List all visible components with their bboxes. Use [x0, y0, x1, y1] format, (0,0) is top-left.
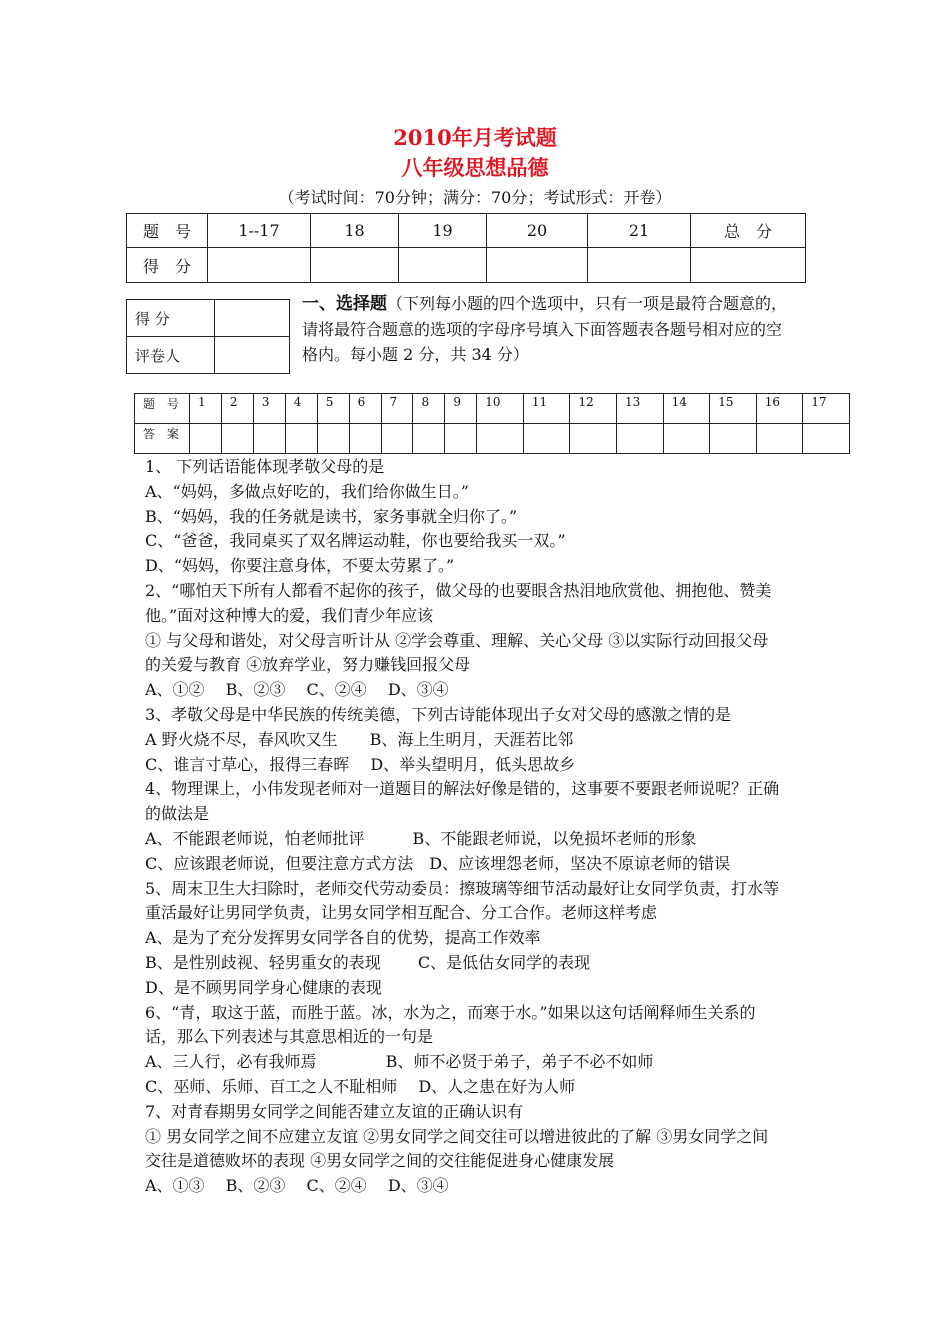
question-line: 4、物理课上，小伟发现老师对一道题目的解法好像是错的，这事要不要跟老师说呢？正确: [145, 779, 780, 799]
question-line: 7、对青春期男女同学之间能否建立友谊的正确认识有: [145, 1101, 524, 1121]
question-list: [145, 455, 815, 1199]
answer-number-cell: 11: [523, 394, 570, 424]
question-line: A、①③ B、②③ C、②④ D、③④: [145, 1176, 449, 1196]
answer-input-cell[interactable]: [221, 424, 253, 454]
question-line: A、不能跟老师说，怕老师批评 B、不能跟老师说，以免损坏老师的形象: [145, 828, 697, 848]
score-cell[interactable]: [399, 248, 487, 283]
answer-input-cell[interactable]: [523, 424, 570, 454]
answer-input-cell[interactable]: [803, 424, 850, 454]
score-table-col: 18: [311, 214, 399, 248]
score-cell[interactable]: [208, 248, 311, 283]
question-line: C、应该跟老师说，但要注意方式方法 D、应该埋怨老师，坚决不原谅老师的错误: [145, 853, 731, 873]
question-line: 的关爱与教育 ④放弃学业，努力赚钱回报父母: [145, 655, 471, 675]
question-line: 的做法是: [145, 804, 210, 824]
answer-number-cell: 8: [413, 394, 445, 424]
score-table-col: 总 分: [691, 214, 806, 248]
answer-number-cell: 5: [317, 394, 349, 424]
grader-score-label: 得 分: [127, 300, 215, 337]
answer-input-cell[interactable]: [756, 424, 803, 454]
question-line: 1、 下列话语能体现孝敬父母的是: [145, 457, 385, 476]
answer-number-cell: 4: [285, 394, 317, 424]
question-line: A 野火烧不尽，春风吹又生 B、海上生明月，天涯若比邻: [145, 729, 574, 749]
answer-value-row: [135, 424, 850, 454]
question-line: C、谁言寸草心，报得三春晖 D、举头望明月，低头思故乡: [145, 754, 576, 774]
score-table-col: 21: [588, 214, 691, 248]
question-line: ① 与父母和谐处，对父母言听计从 ②学会尊重、理解、关心父母 ③以实际行动回报父母: [145, 630, 769, 650]
question-line: 话，那么下列表述与其意思相近的一句是: [145, 1027, 434, 1047]
score-table-col: 20: [487, 214, 588, 248]
score-table-row-label: 得 分: [127, 248, 208, 283]
answer-input-cell[interactable]: [617, 424, 664, 454]
question-line: A、“妈妈，多做点好吃的，我们给你做生日。”: [145, 481, 469, 501]
grader-box: [126, 299, 290, 374]
score-table-score-row: [127, 248, 806, 283]
section-instructions: [302, 291, 822, 367]
question-line: 3、孝敬父母是中华民族的传统美德，下列古诗能体现出子女对父母的感激之情的是: [145, 704, 732, 724]
answer-number-cell: 6: [349, 394, 381, 424]
answer-input-cell[interactable]: [285, 424, 317, 454]
answer-number-cell: 10: [477, 394, 524, 424]
answer-input-cell[interactable]: [445, 424, 477, 454]
instructions-line: 格内。每小题 2 分，共 34 分）: [302, 345, 529, 364]
question-line: 交往是道德败坏的表现 ④男女同学之间的交往能促进身心健康发展: [145, 1151, 615, 1171]
question-line: D、“妈妈，你要注意身体，不要太劳累了。”: [145, 556, 455, 576]
instructions-line: 请将最符合题意的选项的字母序号填入下面答题表各题号相对应的空: [302, 320, 783, 339]
score-table: [126, 213, 806, 283]
answer-input-cell[interactable]: [317, 424, 349, 454]
score-table-col: 19: [399, 214, 487, 248]
score-cell[interactable]: [691, 248, 806, 283]
grader-name-cell[interactable]: [215, 337, 290, 374]
answer-input-cell[interactable]: [477, 424, 524, 454]
score-cell[interactable]: [487, 248, 588, 283]
answer-number-cell: 1: [190, 394, 222, 424]
answer-number-cell: 16: [756, 394, 803, 424]
answer-number-row: [135, 394, 850, 424]
answer-number-cell: 9: [445, 394, 477, 424]
answer-input-cell[interactable]: [381, 424, 413, 454]
exam-title: 2010年月考试题: [393, 125, 557, 150]
answer-number-cell: 7: [381, 394, 413, 424]
score-cell[interactable]: [311, 248, 399, 283]
instructions-line: （下列每小题的四个选项中，只有一项是最符合题意的，: [387, 294, 788, 313]
question-line: A、三人行，必有我师焉 B、师不必贤于弟子，弟子不必不如师: [145, 1052, 654, 1072]
answer-input-cell[interactable]: [413, 424, 445, 454]
score-table-row-label: 题 号: [127, 214, 208, 248]
question-line: B、是性别歧视、轻男重女的表现 C、是低估女同学的表现: [145, 952, 591, 972]
score-table-header-row: [127, 214, 806, 248]
answer-number-cell: 12: [570, 394, 617, 424]
question-line: 5、周末卫生大扫除时，老师交代劳动委员：擦玻璃等细节活动最好让女同学负责，打水等: [145, 878, 780, 898]
exam-subject: 八年级思想品德: [401, 155, 549, 180]
question-line: B、“妈妈，我的任务就是读书，家务事就全归你了。”: [145, 506, 518, 526]
question-line: 重活最好让男同学负责，让男女同学相互配合、分工合作。老师这样考虑: [145, 903, 658, 923]
answer-number-cell: 17: [803, 394, 850, 424]
answer-number-cell: 14: [663, 394, 710, 424]
grader-score-cell[interactable]: [215, 300, 290, 337]
score-table-col: 1--17: [208, 214, 311, 248]
score-cell[interactable]: [588, 248, 691, 283]
answer-input-cell[interactable]: [710, 424, 757, 454]
answer-number-cell: 13: [617, 394, 664, 424]
question-line: C、巫师、乐师、百工之人不耻相师 D、人之患在好为人师: [145, 1076, 576, 1096]
answer-input-cell[interactable]: [570, 424, 617, 454]
answer-number-cell: 2: [221, 394, 253, 424]
question-line: C、“爸爸，我同桌买了双名牌运动鞋，你也要给我买一双。”: [145, 531, 566, 551]
answer-input-cell[interactable]: [663, 424, 710, 454]
answer-number-cell: 15: [710, 394, 757, 424]
exam-info: （考试时间：70分钟；满分：70分；考试形式：开卷）: [278, 188, 672, 207]
answer-table-row-label: 题 号: [135, 394, 190, 424]
question-line: 2、“哪怕天下所有人都看不起你的孩子，做父母的也要眼含热泪地欣赏他、拥抱他、赞美: [145, 580, 772, 600]
question-line: 他。”面对这种博大的爱，我们青少年应该: [145, 605, 434, 625]
grader-name-label: 评卷人: [127, 337, 215, 374]
answer-number-cell: 3: [253, 394, 285, 424]
answer-table: [134, 393, 850, 454]
answer-table-row-label: 答 案: [135, 424, 190, 454]
question-line: D、是不顾男同学身心健康的表现: [145, 977, 382, 997]
question-line: ① 男女同学之间不应建立友谊 ②男女同学之间交往可以增进彼此的了解 ③男女同学之间: [145, 1126, 769, 1146]
section-heading: 一、选择题: [302, 294, 387, 314]
answer-input-cell[interactable]: [253, 424, 285, 454]
answer-input-cell[interactable]: [190, 424, 222, 454]
question-line: A、①② B、②③ C、②④ D、③④: [145, 680, 449, 700]
question-line: 6、“青，取这于蓝，而胜于蓝。冰，水为之，而寒于水。”如果以这句话阐释师生关系的: [145, 1002, 756, 1022]
answer-input-cell[interactable]: [349, 424, 381, 454]
question-line: A、是为了充分发挥男女同学各自的优势，提高工作效率: [145, 928, 541, 948]
